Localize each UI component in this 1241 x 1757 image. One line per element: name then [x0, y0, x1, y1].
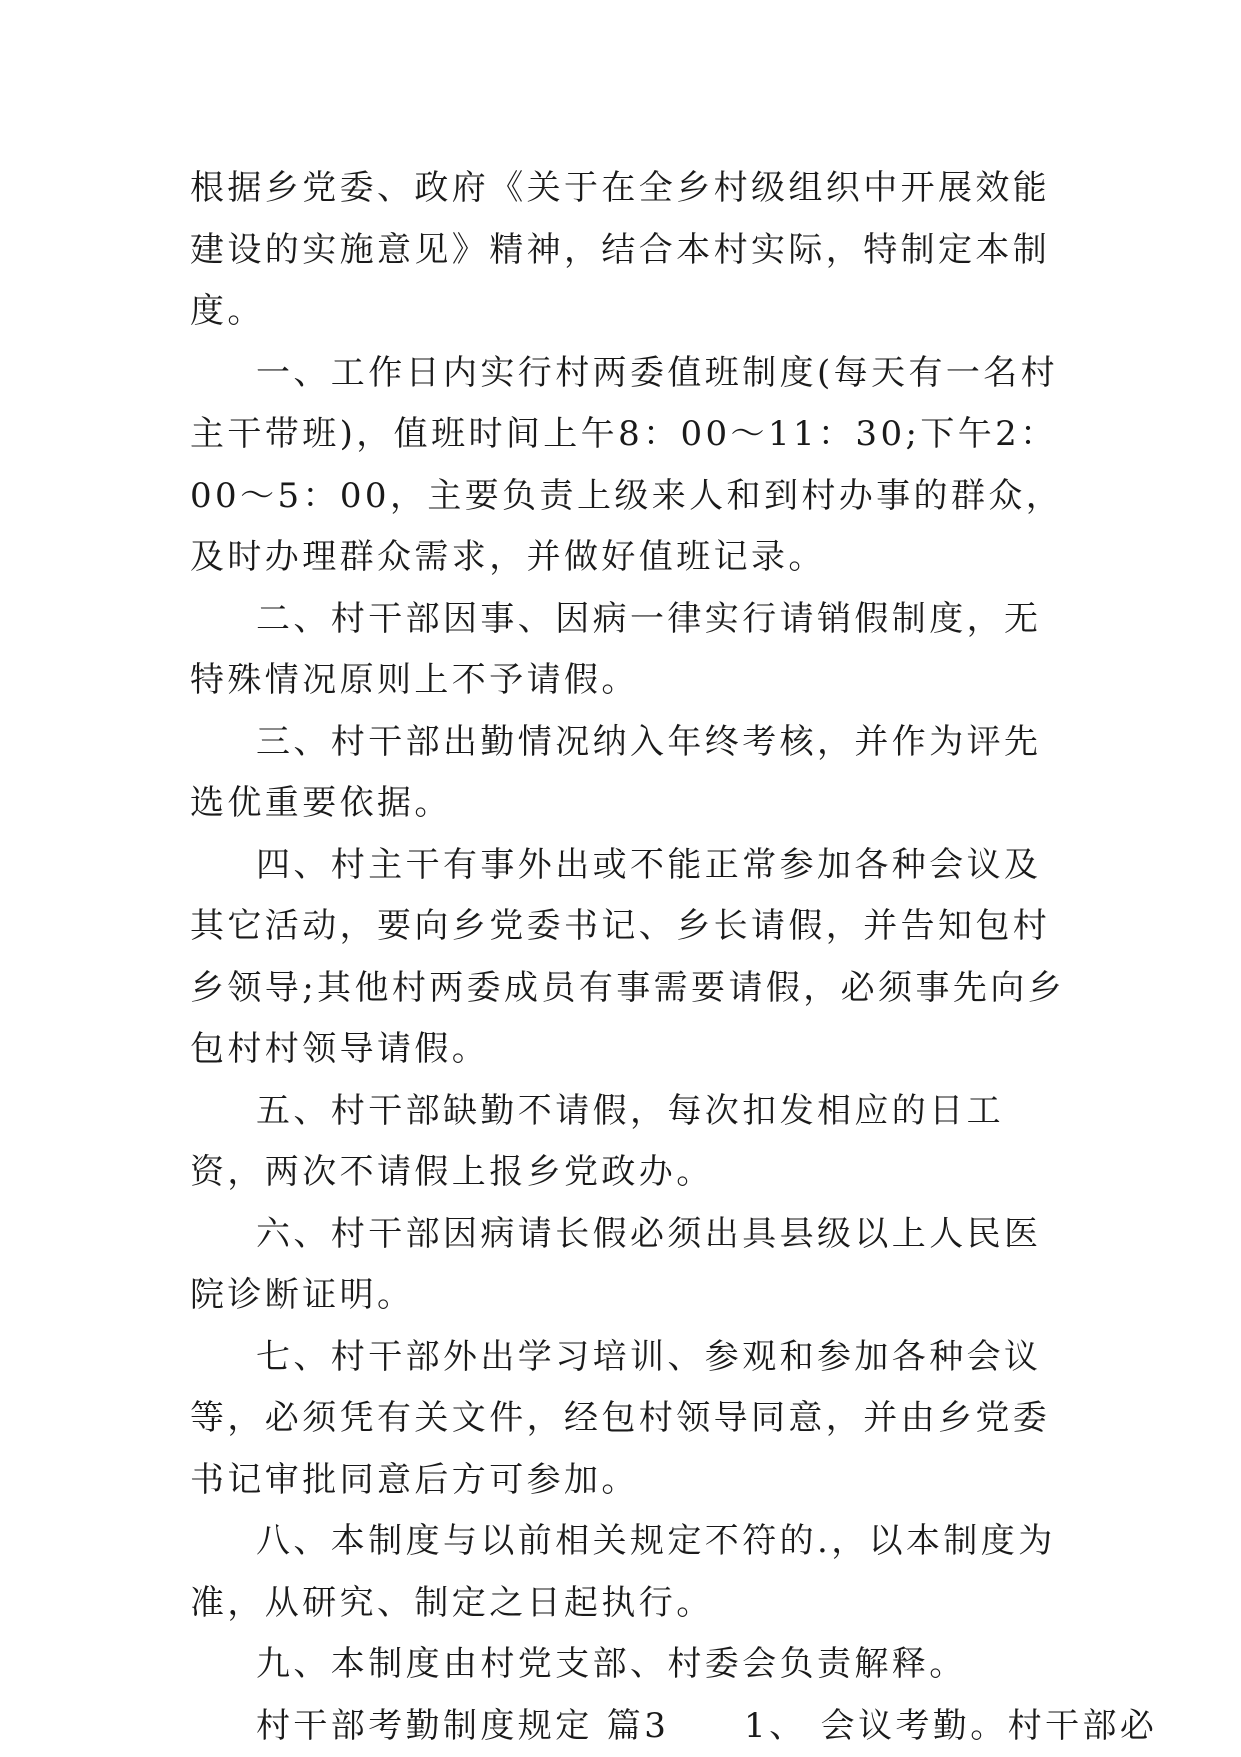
rule-3-paragraph: 三、村干部出勤情况纳入年终考核，并作为评先选优重要依据。: [190, 712, 1070, 835]
rule-4-paragraph: 四、村主干有事外出或不能正常参加各种会议及其它活动，要向乡党委书记、乡长请假，并告知包村乡领导;其他村两委成员有事需要请假，必须事先向乡包村村领导请假。: [190, 835, 1070, 1081]
rule-1-paragraph: 一、工作日内实行村两委值班制度(每天有一名村主干带班)，值班时间上午8：00～11：30;下午2：00～5：00，主要负责上级来人和到村办事的群众，及时办理群众需求，并做好值班记录。: [190, 343, 1070, 589]
rule-9-paragraph: 九、本制度由村党支部、村委会负责解释。: [190, 1634, 1070, 1696]
rule-8-paragraph: 八、本制度与以前相关规定不符的.，以本制度为准，从研究、制定之日起执行。: [190, 1511, 1070, 1634]
document-body: [190, 158, 1070, 1757]
rule-7-paragraph: 七、村干部外出学习培训、参观和参加各种会议等，必须凭有关文件，经包村领导同意，并由乡党委书记审批同意后方可参加。: [190, 1327, 1070, 1512]
rule-6-paragraph: 六、村干部因病请长假必须出具县级以上人民医院诊断证明。: [190, 1204, 1070, 1327]
intro-paragraph: 根据乡党委、政府《关于在全乡村级组织中开展效能建设的实施意见》精神，结合本村实际，特制定本制度。: [190, 158, 1070, 343]
section-3-heading: 村干部考勤制度规定 篇3 1、 会议考勤。村干部必: [190, 1696, 1070, 1757]
rule-2-paragraph: 二、村干部因事、因病一律实行请销假制度，无特殊情况原则上不予请假。: [190, 589, 1070, 712]
rule-5-paragraph: 五、村干部缺勤不请假，每次扣发相应的日工资，两次不请假上报乡党政办。: [190, 1081, 1070, 1204]
